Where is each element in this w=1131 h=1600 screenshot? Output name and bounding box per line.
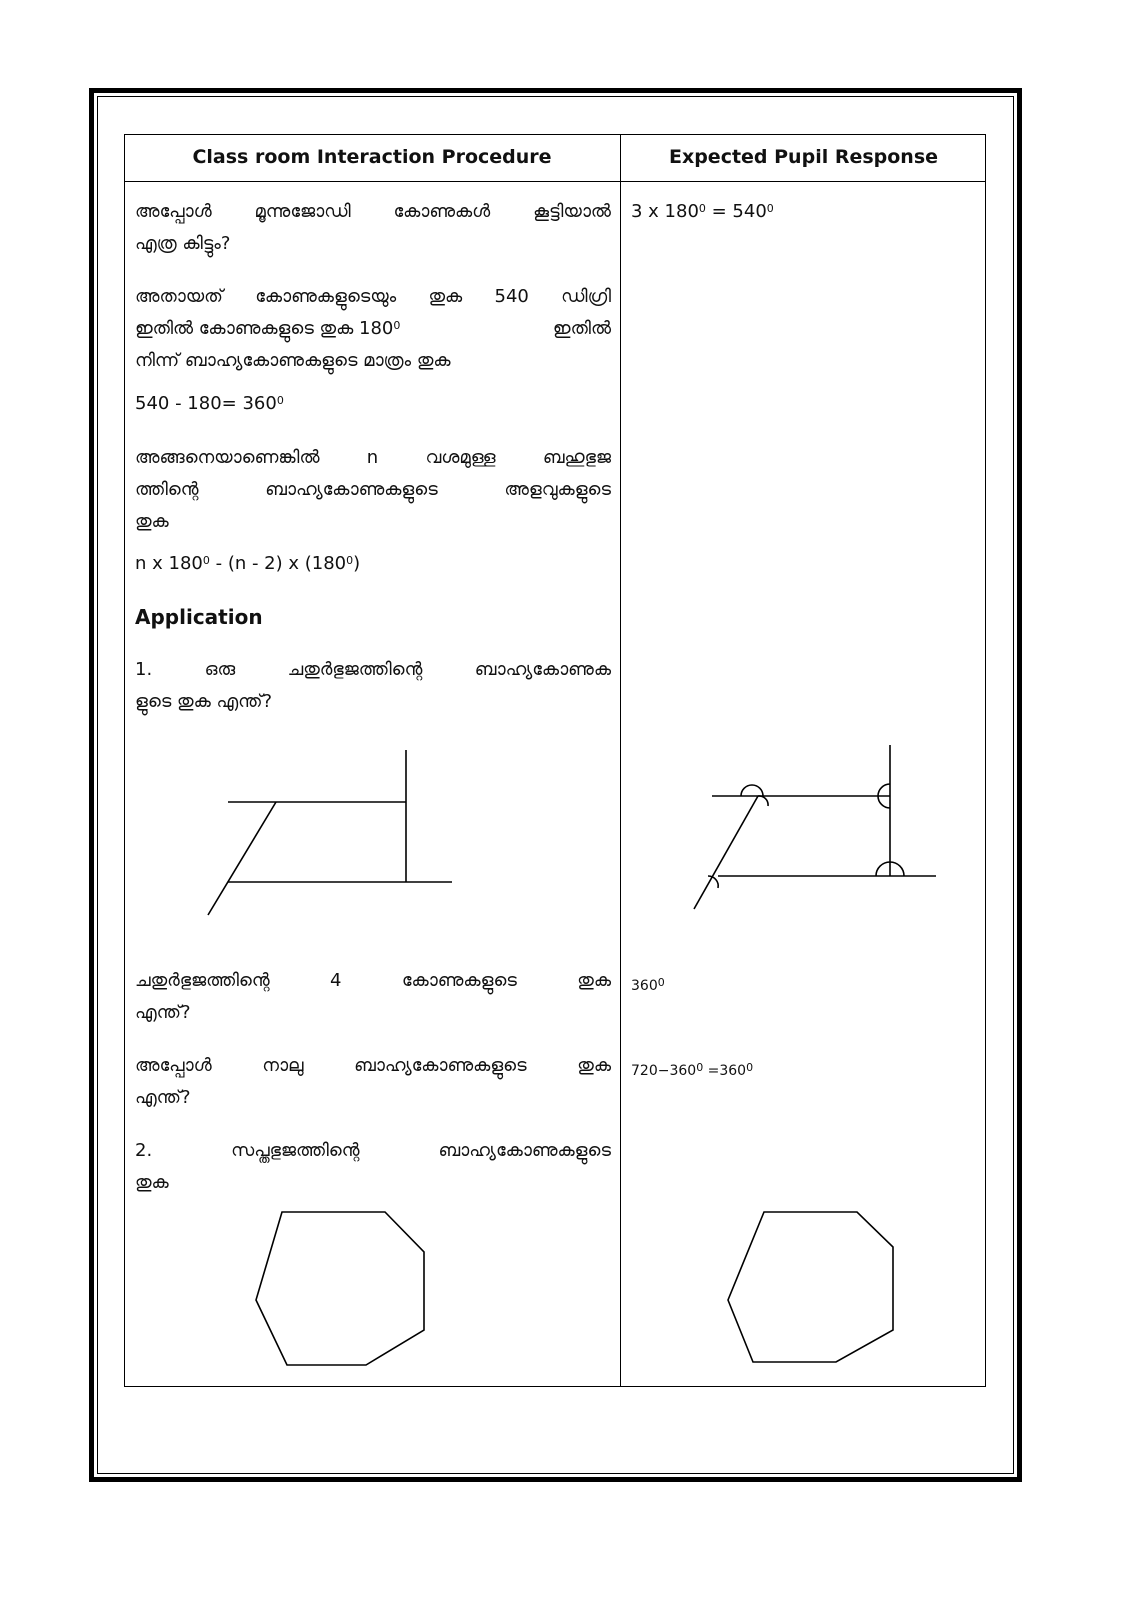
column-header-procedure: Class room Interaction Procedure bbox=[192, 146, 552, 168]
heptagon-figure-left bbox=[256, 1212, 424, 1365]
formula: n x $180^0 - (n - 2)$ x $(180^0)$ bbox=[135, 553, 361, 574]
response-angle-sum: $360^0$ bbox=[631, 976, 665, 994]
question-three-pairs-line1: അപ്പോൾ മൂന്നുജോഡി കോണുകൾ കൂട്ടിയാൽ bbox=[135, 201, 611, 222]
question-exterior-sum-line2: എന്ത്? bbox=[135, 1087, 191, 1108]
quadrilateral-figure bbox=[208, 750, 452, 915]
question-heptagon-line2: തുക bbox=[135, 1172, 169, 1193]
column-header-response: Expected Pupil Response bbox=[668, 146, 939, 168]
question-angle-sum-line2: എന്ത്? bbox=[135, 1002, 191, 1023]
application-heading: Application bbox=[135, 605, 263, 629]
paragraph-sum-line1: അതായത് കോണുകളുടെയും തുക 540 ഡിഗ്രി bbox=[135, 286, 611, 307]
question-exterior-sum-line1: അപ്പോൾ നാലു ബാഹ്യകോണുകളുടെ തുക bbox=[135, 1055, 611, 1076]
paragraph-sum-line3: നിന്ന് ബാഹ്യകോണുകളുടെ മാത്രം തുക bbox=[135, 350, 451, 371]
calculation: $540 - 180= 360^0$ bbox=[135, 393, 284, 414]
paragraph-ngon-line3: തുക bbox=[135, 511, 169, 532]
question-angle-sum-line1: ചതുർഭുജത്തിന്റെ 4 കോണുകളുടെ തുക bbox=[135, 970, 611, 991]
paragraph-ngon-line2: ത്തിന്റെ ബാഹ്യകോണുകളുടെ അളവുകളുടെ bbox=[135, 479, 611, 500]
question-three-pairs-line2: എത്ര കിട്ടും? bbox=[135, 233, 231, 254]
paragraph-ngon-line1: അങ്ങനെയാണെങ്കിൽ n വശമുള്ള ബഹുഭുജ bbox=[135, 447, 611, 468]
heptagon-figure-right bbox=[728, 1212, 893, 1362]
paragraph-sum-line2: ഇതിൽ കോണുകളുടെ തുക $180^0$ ഇതിൽ bbox=[135, 318, 611, 339]
question-quadrilateral-line1: 1. ഒരു ചതുർഭുജത്തിന്റെ ബാഹ്യകോണുക bbox=[135, 659, 611, 680]
quadrilateral-exterior-angles-figure bbox=[694, 745, 936, 909]
question-heptagon-line1: 2. സപ്തഭുജത്തിന്റെ ബാഹ്യകോണുകളുടെ bbox=[135, 1140, 611, 1161]
response-exterior-sum: $720-360^0 =360^0$ bbox=[631, 1061, 754, 1079]
response-three-pairs: 3 x $180^0 = 540^0$ bbox=[631, 201, 774, 222]
question-quadrilateral-line2: ളുടെ തുക എന്ത്? bbox=[135, 691, 273, 712]
